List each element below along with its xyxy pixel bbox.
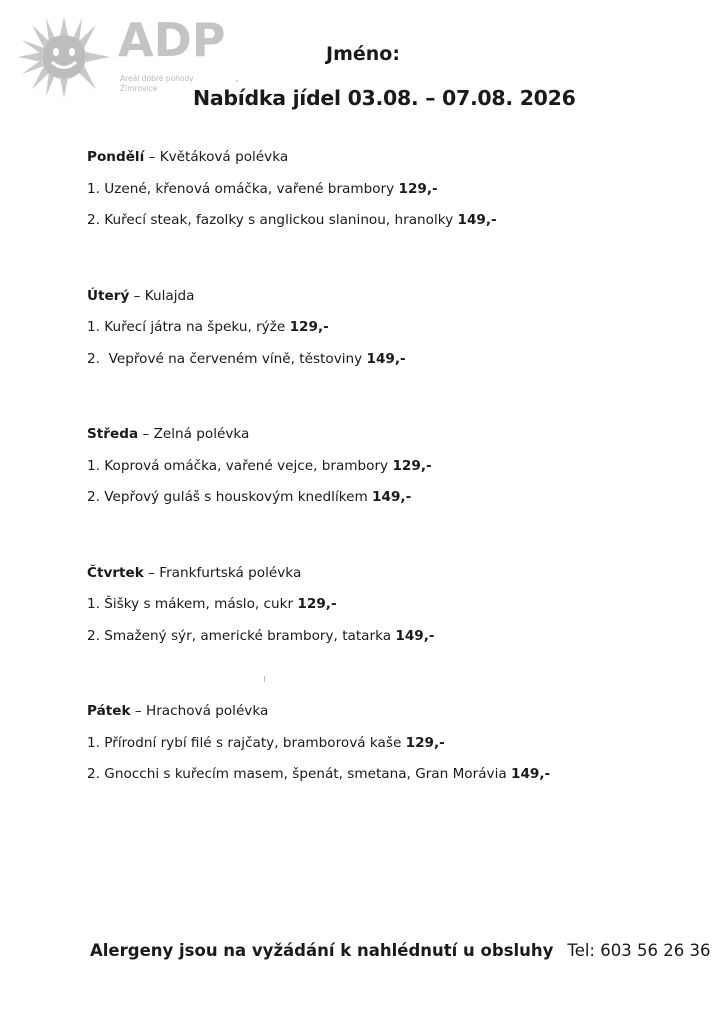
meal-price: 129,- xyxy=(392,457,432,474)
meal-price: 149,- xyxy=(366,350,406,367)
day-heading xyxy=(87,562,687,594)
day-heading xyxy=(87,423,687,455)
soup-name: – Zelná polévka xyxy=(142,426,250,442)
meal-text: 2. Gnocchi s kuřecím masem, špenát, smetana, Gran Morávia xyxy=(87,766,512,782)
meal-text: 1. Šišky s mákem, máslo, cukr xyxy=(87,596,298,612)
meal-price: 129,- xyxy=(405,734,445,751)
meal-item xyxy=(87,455,687,487)
day-heading xyxy=(87,146,687,178)
day-section-tuesday xyxy=(87,285,687,380)
scan-speck xyxy=(236,80,238,82)
meal-price: 129,- xyxy=(297,596,337,612)
day-heading xyxy=(87,285,687,317)
day-name: Úterý xyxy=(87,287,130,304)
day-section-friday xyxy=(87,700,687,795)
soup-name: – Frankfurtská polévka xyxy=(148,564,302,581)
meal-item xyxy=(87,763,687,795)
logo-subtitle xyxy=(120,74,194,94)
meal-text: 1. Uzené, křenová omáčka, vařené brambory xyxy=(87,180,399,197)
day-name: Pátek xyxy=(87,703,131,719)
meal-price: 149,- xyxy=(395,627,435,644)
meal-item xyxy=(87,316,687,348)
phone-number: Tel: 603 56 26 36 xyxy=(567,941,711,960)
meal-text: 2. Kuřecí steak, fazolky s anglickou slaninou, hranolky xyxy=(87,212,458,228)
meal-item xyxy=(87,209,687,241)
page-title: Nabídka jídel 03.08. – 07.08. 2026 xyxy=(193,86,576,110)
meal-price: 149,- xyxy=(372,489,412,505)
day-section-monday xyxy=(87,146,687,241)
day-section-thursday xyxy=(87,562,687,657)
meal-text: 1. Kuřecí játra na špeku, rýže xyxy=(87,319,290,335)
soup-name: – Květáková polévka xyxy=(148,149,289,165)
scan-mark xyxy=(264,676,265,682)
meal-item xyxy=(87,732,687,764)
meal-item xyxy=(87,486,687,518)
meal-text: 2. Vepřové na červeném víně, těstoviny xyxy=(87,350,367,367)
meal-item xyxy=(87,178,687,210)
meal-item xyxy=(87,348,687,380)
day-section-wednesday xyxy=(87,423,687,518)
logo-subtitle-line2: Žimrovice xyxy=(120,84,158,93)
meal-text: 1. Přírodní rybí filé s rajčaty, bramborová kaše xyxy=(87,734,406,751)
meal-price: 129,- xyxy=(398,180,438,197)
soup-name: – Hrachová polévka xyxy=(134,703,269,719)
soup-name: – Kulajda xyxy=(133,287,195,304)
meal-price: 149,- xyxy=(457,212,497,228)
meal-price: 149,- xyxy=(511,766,551,782)
day-name: Pondělí xyxy=(87,149,145,165)
meal-item xyxy=(87,593,687,625)
meal-text: 2. Vepřový guláš s houskovým knedlíkem xyxy=(87,489,373,505)
day-name: Čtvrtek xyxy=(87,564,144,581)
logo-subtitle-line1: Areál dobré pohody xyxy=(120,74,194,83)
meal-price: 129,- xyxy=(289,319,329,335)
name-label: Jméno: xyxy=(326,43,400,65)
footer xyxy=(90,941,710,960)
meal-text: 1. Koprová omáčka, vařené vejce, brambory xyxy=(87,457,393,474)
meal-item xyxy=(87,625,687,657)
day-heading xyxy=(87,700,687,732)
day-name: Středa xyxy=(87,426,139,442)
logo-brand-text: ADP xyxy=(118,13,226,67)
weekly-menu xyxy=(87,146,687,839)
meal-text: 2. Smažený sýr, americké brambory, tatarka xyxy=(87,627,396,644)
allergens-note: Alergeny jsou na vyžádání k nahlédnutí u obsluhy xyxy=(90,941,554,960)
